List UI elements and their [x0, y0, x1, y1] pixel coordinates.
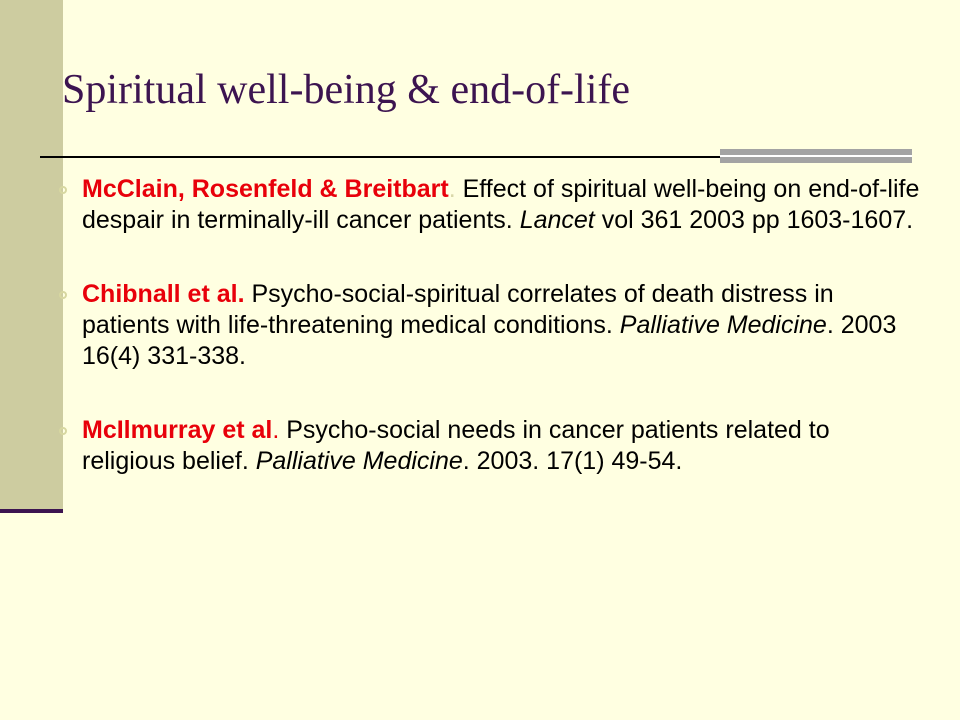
reference-item-3 [58, 415, 928, 477]
title-accent-bar [720, 149, 912, 163]
left-decor-rule [0, 509, 63, 513]
left-decor-bar [0, 0, 63, 510]
reference-title: Effect of spiritual well-being on end-of-life despair in terminally-ill cancer patients. [82, 175, 920, 234]
reference-authors: Chibnall et al. [82, 280, 245, 308]
reference-details: . 2003. 17(1) 49-54. [462, 447, 683, 475]
reference-authors: McClain, Rosenfeld & Breitbart [82, 175, 449, 203]
reference-list [58, 174, 928, 520]
slide-title: Spiritual well-being & end-of-life [62, 67, 631, 113]
reference-separator: . [448, 175, 456, 203]
reference-journal: Palliative Medicine [619, 311, 827, 339]
reference-separator: . [272, 416, 280, 444]
reference-item-2 [58, 279, 928, 372]
reference-journal: Lancet [519, 206, 595, 234]
bullet-icon [59, 186, 67, 194]
reference-details: . 2003 16(4) 331-338. [82, 311, 897, 370]
reference-authors: McIlmurray et al [82, 416, 273, 444]
reference-title: Psycho-social needs in cancer patients related to religious belief. [82, 416, 830, 475]
bullet-icon [59, 291, 67, 299]
reference-details: vol 361 2003 pp 1603-1607. [594, 206, 914, 234]
bullet-icon [59, 427, 67, 435]
reference-title: Psycho-social-spiritual correlates of death distress in patients with life-threatening medical conditions. [82, 280, 834, 339]
reference-item-1 [58, 174, 928, 236]
reference-journal: Palliative Medicine [255, 447, 463, 475]
